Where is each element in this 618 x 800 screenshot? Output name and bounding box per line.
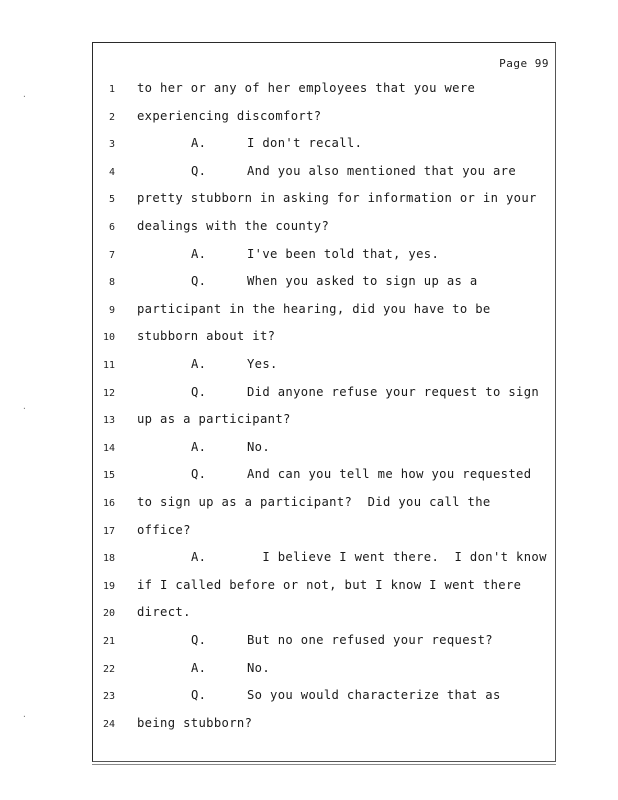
line-text — [137, 578, 521, 592]
transcript-line — [93, 329, 555, 349]
transcript-line — [93, 191, 555, 211]
line-text — [137, 329, 275, 343]
line-number: 12 — [102, 387, 115, 399]
line-content: So you would characterize that as — [247, 688, 501, 703]
line-text — [137, 81, 475, 95]
transcript-line — [93, 412, 555, 432]
transcript-line — [93, 633, 555, 653]
line-content: No. — [247, 660, 271, 675]
speaker-label: A. — [191, 136, 207, 151]
line-text — [191, 247, 439, 261]
line-text — [191, 274, 478, 288]
line-number: 6 — [108, 222, 115, 233]
line-content: And can you tell me how you requested — [247, 467, 532, 482]
line-text — [191, 661, 270, 675]
line-number: 22 — [102, 663, 115, 675]
speaker-label: A. — [191, 439, 207, 454]
line-number: 16 — [102, 498, 115, 509]
transcript-line — [93, 440, 555, 460]
speaker-label: Q. — [191, 467, 207, 482]
line-number: 23 — [102, 691, 115, 703]
line-number: 1 — [108, 84, 115, 95]
line-content: dealings with the county? — [137, 219, 330, 233]
speaker-label: A. — [191, 357, 207, 371]
transcript-line — [93, 81, 555, 101]
line-number: 9 — [108, 304, 115, 316]
line-text — [137, 191, 537, 205]
transcript-line — [93, 136, 555, 156]
line-content: But no one refused your request? — [247, 633, 493, 647]
line-number: 2 — [108, 111, 115, 123]
line-content: up as a participant? — [137, 412, 291, 427]
margin-hole-punch-mark: · — [22, 404, 27, 413]
speaker-label: Q. — [191, 688, 207, 703]
line-text — [191, 467, 531, 481]
transcript-line — [93, 164, 555, 184]
line-number: 13 — [102, 415, 115, 427]
line-text — [137, 109, 322, 123]
transcript-line — [93, 661, 555, 681]
line-text — [191, 633, 493, 647]
transcript-line — [93, 716, 555, 736]
transcript-line — [93, 274, 555, 294]
line-text — [137, 302, 491, 316]
line-content: When you asked to sign up as a — [247, 274, 478, 289]
margin-hole-punch-mark: · — [22, 92, 27, 101]
line-text — [137, 716, 252, 730]
line-number: 14 — [102, 442, 115, 454]
line-text — [191, 550, 547, 564]
line-text — [191, 164, 516, 178]
page-number-label: Page 99 — [499, 57, 549, 70]
line-number: 8 — [108, 277, 115, 289]
line-text — [137, 219, 329, 233]
transcript-line — [93, 219, 555, 239]
transcript-line — [93, 495, 555, 515]
speaker-label: A. — [191, 246, 207, 261]
line-number: 4 — [108, 166, 115, 178]
transcript-line — [93, 605, 555, 625]
line-content: No. — [247, 439, 271, 454]
line-text — [191, 136, 362, 150]
line-text — [191, 385, 539, 399]
line-content: being stubborn? — [137, 715, 253, 730]
line-content: participant in the hearing, did you have to be — [137, 301, 491, 316]
line-content: to her or any of her employees that you were — [137, 81, 476, 95]
speaker-label: A. — [191, 660, 207, 675]
transcript-line — [93, 467, 555, 487]
transcript-line — [93, 385, 555, 405]
line-content: experiencing discomfort? — [137, 108, 322, 123]
speaker-label: Q. — [191, 384, 207, 399]
line-number: 7 — [108, 249, 115, 261]
line-number: 10 — [102, 332, 115, 344]
speaker-label: A. — [191, 550, 207, 565]
line-content: pretty stubborn in asking for information or in your — [137, 191, 537, 206]
line-text — [191, 688, 501, 702]
line-content: I've been told that, yes. — [247, 246, 440, 261]
line-text — [191, 357, 278, 371]
line-number: 17 — [102, 525, 115, 537]
line-content: Yes. — [247, 357, 278, 371]
line-text — [137, 412, 291, 426]
line-number: 21 — [102, 636, 115, 647]
transcript-line — [93, 523, 555, 543]
line-content: office? — [137, 522, 191, 537]
line-content: I believe I went there. I don't know — [247, 550, 547, 565]
line-content: direct. — [137, 605, 191, 620]
line-number: 18 — [102, 553, 115, 565]
line-number: 3 — [108, 139, 115, 151]
transcript-line — [93, 247, 555, 267]
line-text — [137, 523, 191, 537]
transcript-line — [93, 688, 555, 708]
line-content: if I called before or not, but I know I went there — [137, 577, 522, 592]
line-content: And you also mentioned that you are — [247, 163, 517, 178]
line-number: 19 — [102, 580, 115, 592]
line-text — [191, 440, 270, 454]
line-number: 24 — [102, 718, 115, 730]
transcript-line — [93, 302, 555, 322]
speaker-label: Q. — [191, 163, 207, 178]
line-text — [137, 605, 191, 619]
line-content: I don't recall. — [247, 136, 363, 151]
line-number: 5 — [108, 194, 115, 206]
transcript-line — [93, 578, 555, 598]
line-number: 15 — [102, 470, 115, 482]
speaker-label: Q. — [191, 633, 207, 647]
transcript-line — [93, 357, 555, 377]
line-content: to sign up as a participant? Did you call the — [137, 495, 491, 509]
line-content: Did anyone refuse your request to sign — [247, 384, 540, 399]
margin-hole-punch-mark: · — [22, 712, 27, 721]
line-number: 11 — [102, 360, 115, 371]
transcript-page — [92, 42, 556, 762]
footer-rule — [92, 764, 556, 765]
transcript-line — [93, 550, 555, 570]
line-content: stubborn about it? — [137, 329, 276, 344]
line-number: 20 — [102, 608, 115, 620]
line-text — [137, 495, 491, 509]
speaker-label: Q. — [191, 274, 207, 289]
transcript-line — [93, 109, 555, 129]
